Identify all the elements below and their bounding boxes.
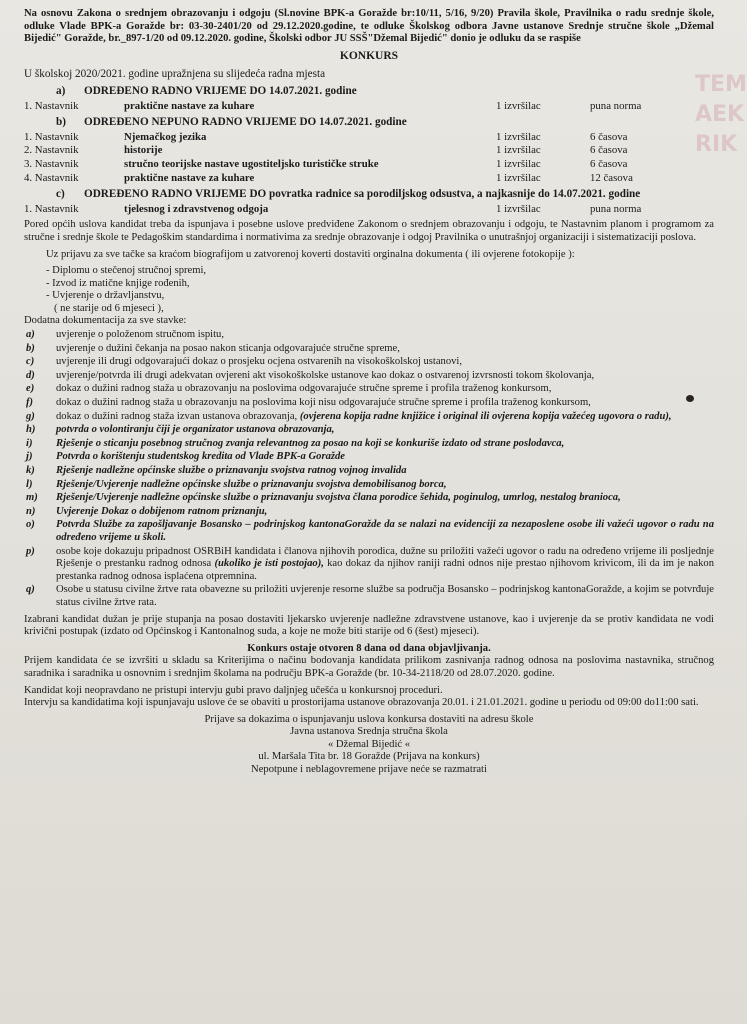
item-marker: q) xyxy=(26,584,35,596)
item-text xyxy=(56,546,714,584)
position-subject: tjelesnog i zdravstvenog odgoja xyxy=(124,202,269,215)
interview-absence-note: Kandidat koji neopravdano ne pristupi intervju gubi pravo daljnjeg učešća u konkursnoj proceduri. xyxy=(24,684,443,696)
position-subject: stručno teorijske nastave ugostiteljsko turističke struke xyxy=(124,157,379,170)
position-number: 1. Nastavnik xyxy=(24,130,79,143)
item-text-emphasis: (ovjerena kopija radne knjižice i original ili ovjerena kopija važećeg ugovora o radu), xyxy=(297,410,672,422)
list-item xyxy=(24,424,714,437)
item-text: uvjerenje o dužini čekanja na posao nakon sticanja odgovarajuće stručne spreme, xyxy=(56,342,400,354)
position-subject: praktične nastave za kuhare xyxy=(124,99,255,112)
item-text: Rješenje/Uvjerenje nadležne općinske službe o priznavanju svojstva člana porodice šehida, poginulog, umrlog, nestalog branioca, xyxy=(56,492,621,504)
position-row xyxy=(24,100,714,113)
item-marker: f) xyxy=(26,397,34,409)
item-marker: b) xyxy=(26,342,35,354)
notice-body xyxy=(24,8,714,777)
item-text: uvjerenje/potvrda ili drugi adekvatan ovjereni akt visokoškolske ustanove kao dokaz o ostvarenoj izvrsnosti tokom školovanja, xyxy=(56,369,595,381)
position-count: 1 izvršilac xyxy=(496,130,541,143)
item-text: Osobe u statusu civilne žrtve rata obavezne su priložiti uvjerenje resorne službe sa područja Bosansko – podrinjskog kantonaGoražde, a kojim se potvrđuje status civilne žrtve rata. xyxy=(56,584,714,608)
section-letter: c) xyxy=(56,188,65,201)
position-count: 1 izvršilac xyxy=(496,157,541,170)
position-row xyxy=(24,172,714,185)
position-count: 1 izvršilac xyxy=(496,171,541,184)
list-item xyxy=(24,584,714,609)
item-text: Potvrda o korištenju studentskog kredita od Vlade BPK-a Goražde xyxy=(56,451,345,463)
item-text: potvrda o volontiranju čiji je organizator ustanova obrazovanja, xyxy=(56,424,335,436)
section-b-heading xyxy=(56,116,714,129)
application-intro: Uz prijavu za sve tačke sa kraćom biografijom u zatvorenoj koverti dostaviti orginalna dokumenta ( ili ovjerene fotokopije ): xyxy=(46,248,575,260)
item-marker: d) xyxy=(26,369,35,381)
item-marker: o) xyxy=(26,519,35,531)
position-count: 1 izvršilac xyxy=(496,99,541,112)
item-text: Uvjerenje Dokaz o dobijenom ratnom priznanju, xyxy=(56,505,268,517)
closing-line: ul. Maršala Tita br. 18 Goražde (Prijava na konkurs) xyxy=(258,751,480,763)
item-text: Rješenje o sticanju posebnog stručnog zvanja relevantnog za posao na koji se konkuriše izdato od strane poslodavca, xyxy=(56,437,565,449)
position-row xyxy=(24,131,714,144)
item-text: Rješenje/Uvjerenje nadležne općinske službe o priznavanju svojstva demobilisanog borca, xyxy=(56,478,447,490)
item-text: Rješenje nadležne općinske službe o priznavanju svojstva ratnog vojnog invalida xyxy=(56,465,407,476)
position-norm: puna norma xyxy=(590,99,642,112)
position-norm: puna norma xyxy=(590,202,642,215)
closing-block xyxy=(24,714,714,777)
item-marker: n) xyxy=(26,505,36,517)
section-title: ODREĐENO RADNO VRIJEME DO 14.07.2021. godine xyxy=(84,84,357,97)
list-item xyxy=(24,397,714,410)
list-item xyxy=(24,465,714,478)
position-number: 2. Nastavnik xyxy=(24,144,79,157)
position-norm: 6 časova xyxy=(590,157,628,170)
item-text-plain: dokaz o dužini radnog staža izvan ustanova obrazovanja, xyxy=(56,410,298,422)
position-number: 1. Nastavnik xyxy=(24,99,79,112)
position-norm: 6 časova xyxy=(590,130,628,143)
item-marker: c) xyxy=(26,356,35,368)
position-row xyxy=(24,144,714,157)
position-row xyxy=(24,203,714,216)
ranking-note: Prijem kandidata će se izvršiti u skladu sa Kriterijima o načinu bodovanja kandidata prilikom zasnivanja radnog odnosa na poslovima nastavnika, stručnog saradnika i saradnika u osnovnim i srednjim školama na području BPK-a Goražde (br. 10-34-2118/20 od 28.07.2020. godine. xyxy=(24,655,714,679)
list-item xyxy=(24,356,714,369)
open-period: Konkurs ostaje otvoren 8 dana od dana objavljivanja. xyxy=(247,642,491,654)
list-item xyxy=(24,479,714,492)
position-count: 1 izvršilac xyxy=(496,202,541,215)
intro-paragraph: Na osnovu Zakona o srednjem obrazovanju i odgoju (Sl.novine BPK-a Goražde br:10/11, 5/16, 9/20) Pravila škole, Pravilnika o radu srednje škole, odluke Vlade BPK-a Goražde br: 03-30-2401/20 od 29.12.2020.godine, te odluke Školskog odbora Javne ustanove Srednje stručne škole „Džemal Bijedić" Goražde, br._897-1/20 od 09.12.2020. godine, Školski odbor JU SSŠ"Džemal Bijedić" donio je odluku da se raspiše xyxy=(24,8,714,45)
item-text-plain: osobe koje dokazuju pripadnost OSRBiH kandidata i članova njihovih porodica, dužne su priložiti važeći ugovor o radu na određeno vrijeme ili posljednje Rješenje o prestanku radnog odnosa xyxy=(56,545,714,570)
section-letter: b) xyxy=(56,116,66,129)
additional-docs-heading: Dodatna dokumentacija za sve stavke: xyxy=(24,315,187,327)
required-documents-list xyxy=(46,265,714,315)
position-subject: Njemačkog jezika xyxy=(124,130,207,143)
section-letter: a) xyxy=(56,84,66,97)
list-item: - Uvjerenje o državljanstvu, xyxy=(46,290,165,302)
position-norm: 12 časova xyxy=(590,171,633,184)
item-text: uvjerenje o položenom stručnom ispitu, xyxy=(56,329,224,341)
section-c-heading xyxy=(56,188,714,201)
item-text: dokaz o dužini radnog staža u obrazovanju na poslovima odgovarajuće stručne spreme i profila traženog konkursom, xyxy=(56,383,552,395)
closing-line: Javna ustanova Srednja stručna škola xyxy=(290,726,448,738)
item-text: uvjerenje ili drugi odgovarajući dokaz o prosjeku ocjena ostvarenih na visokoškolskoj ustanovi, xyxy=(56,356,463,368)
item-text-emphasis: (ukoliko je isti postojao), xyxy=(211,558,324,570)
position-subject: historije xyxy=(124,144,163,157)
closing-line: Nepotpune i neblagovremene prijave neće se razmatrati xyxy=(251,764,487,776)
closing-line: « Džemal Bijedić « xyxy=(327,738,411,750)
list-item: - Izvod iz matične knjige rođenih, xyxy=(46,277,190,289)
ink-spot xyxy=(686,395,694,402)
item-text-rest: kao dokaz da njihov raniji radni odnos nije prestao njihovom krivicom, ili da im je nakon prestanka radnog odnosa isplaćena otpremnina. xyxy=(56,558,715,582)
section-title: ODREĐENO NEPUNO RADNO VRIJEME DO 14.07.2021. godine xyxy=(84,116,407,129)
item-marker: m) xyxy=(26,492,38,504)
position-count: 1 izvršilac xyxy=(496,144,541,157)
school-year-line: U školskoj 2020/2021. godine upražnjena su slijedeća radna mjesta xyxy=(24,68,326,81)
position-row xyxy=(24,158,714,171)
item-text: Potvrda Službe za zapošljavanje Bosansko – podrinjskog kantonaGoražde da se nalazi na evidenciji za nezaposlene osobe ili važeći ugovor o radu na određeno vrijeme u školi. xyxy=(56,519,714,543)
item-marker: i) xyxy=(26,437,33,449)
list-item xyxy=(24,546,714,584)
item-marker: g) xyxy=(26,410,35,422)
additional-documents-list xyxy=(24,329,714,609)
list-item xyxy=(24,383,714,396)
list-item xyxy=(24,492,714,505)
medical-note: Izabrani kandidat dužan je prije stupanja na posao dostaviti ljekarsko uvjerenje nadležne zdravstvene ustanove, kao i uvjerenje da se protiv kandidata ne vodi krivični postupak (izdato od Općinskog i Kantonalnog suda, a koje ne može biti starije od 6 (šest) mjeseci). xyxy=(24,613,714,638)
item-text: dokaz o dužini radnog staža u obrazovanju na poslovima koji nisu odgovarajuće stručne spreme i profila traženog konkursom, xyxy=(56,397,591,409)
position-number: 4. Nastavnik xyxy=(24,171,79,184)
item-marker: a) xyxy=(26,329,35,341)
bleed-through-text: TEM AEK RIK xyxy=(695,72,747,157)
item-text xyxy=(56,411,714,424)
position-subject: praktične nastave za kuhare xyxy=(124,171,255,184)
list-item xyxy=(24,438,714,451)
list-item xyxy=(24,343,714,356)
position-number: 3. Nastavnik xyxy=(24,157,79,170)
list-item xyxy=(24,451,714,464)
page-title: KONKURS xyxy=(339,49,399,62)
general-conditions: Pored općih uslova kandidat treba da ispunjava i posebne uslove predviđene Zakonom o srednjem obrazovanju i odgoju, te Nastavnim planom i programom za stručne i srednje škole te Pedagoškim standardima i normativima za srednje obrazovanje i odgoj Pravilnika o unutrašnjoj organizaciji i sistematizaciji poslova. xyxy=(24,219,714,243)
item-marker: k) xyxy=(26,465,35,476)
list-item xyxy=(24,506,714,519)
position-norm: 6 časova xyxy=(590,144,628,157)
list-item xyxy=(24,411,714,424)
item-marker: j) xyxy=(26,451,33,463)
item-marker: l) xyxy=(26,478,33,490)
item-marker: p) xyxy=(26,545,35,557)
item-marker: e) xyxy=(26,383,35,395)
section-title: ODREĐENO RADNO VRIJEME DO povratka radnice sa porodiljskog odsustva, a najkasnije do 14.07.2021. godine xyxy=(84,188,641,201)
closing-line: Prijave sa dokazima o ispunjavanju uslova konkursa dostaviti na adresu škole xyxy=(204,713,534,725)
list-item xyxy=(24,329,714,342)
list-item: ( ne starije od 6 mjeseci ), xyxy=(54,302,164,314)
list-item xyxy=(24,370,714,383)
item-marker: h) xyxy=(26,424,36,436)
list-item xyxy=(24,519,714,544)
interview-time-note: Intervju sa kandidatima koji ispunjavaju uslove će se obaviti u prostorijama ustanove obrazovanja 20.01. i 21.01.2021. godine u periodu od 09:00 do11:00 sati. xyxy=(24,697,699,709)
section-a-heading xyxy=(56,85,714,98)
position-number: 1. Nastavnik xyxy=(24,202,79,215)
list-item: - Diplomu o stečenoj stručnoj spremi, xyxy=(46,265,207,277)
